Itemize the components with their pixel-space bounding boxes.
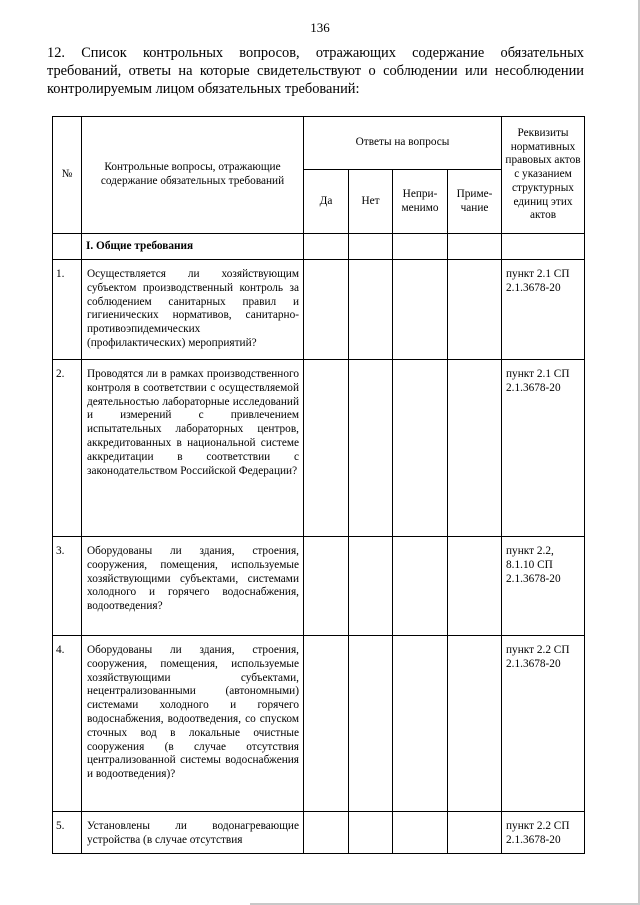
row-number: 2. <box>53 360 82 537</box>
answer-no-cell <box>349 360 393 537</box>
row-number: 3. <box>53 537 82 636</box>
answer-na-cell <box>393 537 448 636</box>
header-row-1 <box>53 117 585 170</box>
page-number: 136 <box>310 20 330 35</box>
requisites-text: пункт 2.1 СП 2.1.3678-20 <box>502 360 585 537</box>
answer-no-cell <box>349 636 393 812</box>
table-row <box>53 812 585 854</box>
question-text: Оборудованы ли здания, строения, сооружения, помещения, используемые хозяйствующими субъектами, нецентрализованными (автономными) системами холодного и горячего водоснабжения, водоотведения, со спуском сточных вод в локальные очистные сооружения (в случае отсутствия централизованной системы водоснабжения и водоотведения)? <box>82 636 304 812</box>
answer-na-cell <box>393 360 448 537</box>
requisites-text: пункт 2.2 СП 2.1.3678-20 <box>502 812 585 854</box>
table-row <box>53 537 585 636</box>
question-text: Проводятся ли в рамках производственного контроля в соответствии с осуществляемой деятельностью лабораторные исследований и измерений с привлечением испытательных лабораторных центров, аккредитованных в национальной системе аккредитации в соответствии с законодательством Российской Федерации? <box>82 360 304 537</box>
row-number: 5. <box>53 812 82 854</box>
header-answers: Ответы на вопросы <box>304 117 502 170</box>
intro-paragraph: 12. Список контрольных вопросов, отражающих содержание обязательных требований, ответы на которые свидетельствуют о соблюдении или несоблюдении контролируемым лицом обязательных требований: <box>47 45 584 97</box>
question-text: Оборудованы ли здания, строения, сооружения, помещения, используемые хозяйствующими субъектами, системами холодного и горячего водоснабжения, водоотведения? <box>82 537 304 636</box>
table-row <box>53 260 585 360</box>
answer-yes-cell <box>304 812 349 854</box>
control-questions-table <box>52 116 585 854</box>
row-number: 1. <box>53 260 82 360</box>
answer-yes-cell <box>304 537 349 636</box>
answer-yes-cell <box>304 636 349 812</box>
header-note: Приме-чание <box>448 170 502 234</box>
section-title: I. Общие требования <box>82 234 304 260</box>
header-question: Контрольные вопросы, отражающие содержание обязательных требований <box>82 117 304 234</box>
answer-note-cell <box>448 812 502 854</box>
section-row <box>53 234 585 260</box>
table-row <box>53 636 585 812</box>
answer-na-cell <box>393 260 448 360</box>
header-no: Нет <box>349 170 393 234</box>
question-text: Установлены ли водонагревающие устройства (в случае отсутствия <box>82 812 304 854</box>
requisites-text: пункт 2.2 СП 2.1.3678-20 <box>502 636 585 812</box>
answer-na-cell <box>393 812 448 854</box>
answer-note-cell <box>448 537 502 636</box>
header-requisites: Реквизиты нормативных правовых актов с указанием структурных единиц этих актов <box>502 117 585 234</box>
answer-note-cell <box>448 636 502 812</box>
header-not-applicable: Непри-менимо <box>393 170 448 234</box>
row-number: 4. <box>53 636 82 812</box>
header-num: № <box>53 117 82 234</box>
answer-na-cell <box>393 636 448 812</box>
answer-no-cell <box>349 812 393 854</box>
requisites-text: пункт 2.2, 8.1.10 СП 2.1.3678-20 <box>502 537 585 636</box>
header-yes: Да <box>304 170 349 234</box>
requisites-text: пункт 2.1 СП 2.1.3678-20 <box>502 260 585 360</box>
answer-no-cell <box>349 537 393 636</box>
answer-note-cell <box>448 260 502 360</box>
table-row <box>53 360 585 537</box>
answer-yes-cell <box>304 360 349 537</box>
answer-no-cell <box>349 260 393 360</box>
answer-yes-cell <box>304 260 349 360</box>
answer-note-cell <box>448 360 502 537</box>
question-text: Осуществляется ли хозяйствующим субъектом производственный контроль за соблюдением санитарных правил и гигиенических нормативов, санитарно-противоэпидемических (профилактических) мероприятий? <box>82 260 304 360</box>
